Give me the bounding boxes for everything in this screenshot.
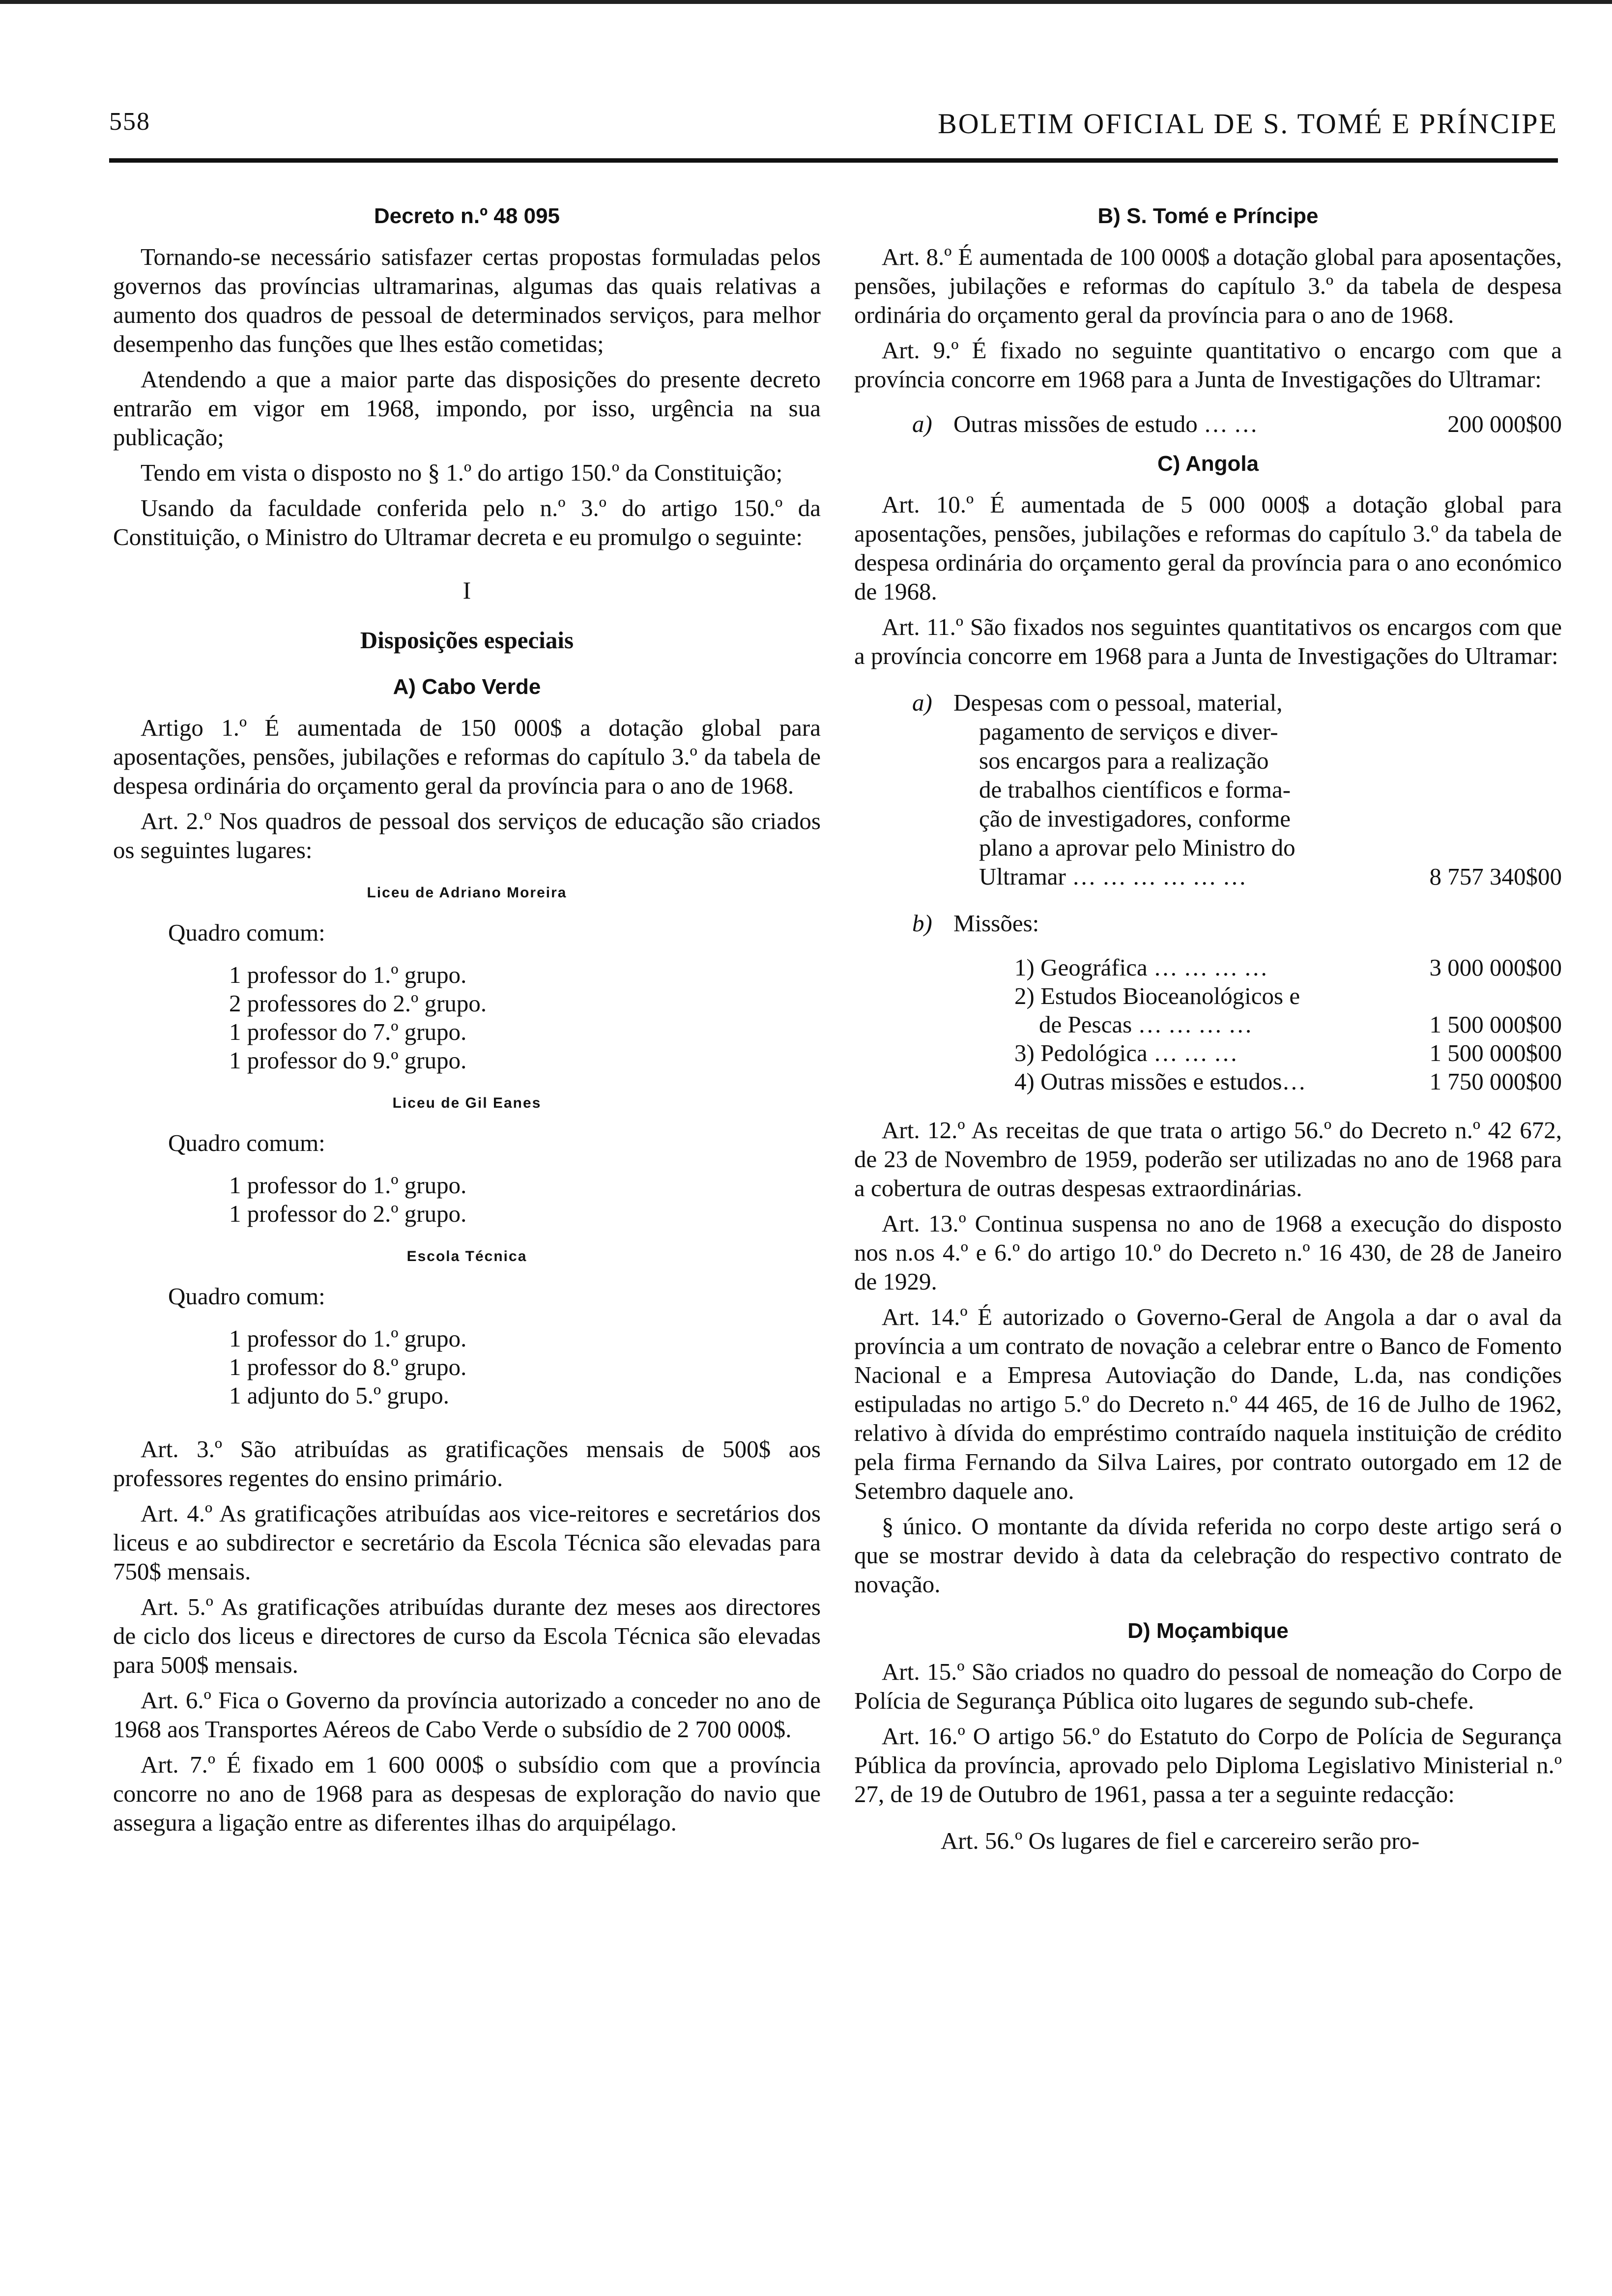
mission-label: 4) Outras missões e estudos…	[1014, 1068, 1306, 1095]
item-text-line: plano a aprovar pelo Ministro do	[979, 834, 1295, 861]
subsection-title: B) S. Tomé e Príncipe	[1097, 204, 1319, 228]
article-paragraph: Art. 16.º O artigo 56.º do Estatuto do Corpo de Polícia de Segurança Pública da província, aprovado pelo Diploma Legislativo Ministerial n.º 27, de 19 de Outubro de 1961, passa a ter a seguinte redacção:	[854, 1722, 1562, 1808]
item-amount: 8 757 340$00	[1429, 863, 1562, 890]
left-column	[113, 197, 821, 1843]
list-item: 2 professores do 2.º grupo.	[229, 990, 487, 1017]
mission-row	[1014, 1039, 1562, 1067]
mission-label: 1) Geográfica … … … …	[1014, 954, 1268, 981]
mission-row	[1014, 1067, 1562, 1096]
article-paragraph: Art. 13.º Continua suspensa no ano de 1968 a execução do disposto nos n.os 4.º e 6.º do artigo 10.º do Decreto n.º 16 430, de 28 de Janeiro de 1929.	[854, 1210, 1562, 1295]
mission-label: de Pescas … … … …	[1039, 1011, 1253, 1038]
item-text-line: Ultramar … … … … … …	[979, 863, 1247, 890]
item-text: Missões:	[953, 910, 1039, 937]
item-text: Outras missões de estudo … …	[953, 410, 1258, 437]
mission-row	[1014, 982, 1562, 1010]
list-item: 1 professor do 2.º grupo.	[229, 1200, 467, 1227]
preamble-paragraph: Usando da faculdade conferida pelo n.º 3.º do artigo 150.º da Constituição, o Ministro do Ultramar decreta e eu promulgo o seguinte:	[113, 494, 821, 550]
article-paragraph: Artigo 1.º É aumentada de 150 000$ a dotação global para aposentações, pensões, jubilações e reformas do capítulo 3.º da tabela de despesa ordinária do orçamento geral da província para o ano de 1968.	[113, 714, 821, 799]
article-paragraph: Art. 56.º Os lugares de fiel e carcereiro serão pro-	[941, 1827, 1420, 1854]
staff-list	[229, 961, 821, 1075]
preamble-paragraph: Atendendo a que a maior parte das disposições do presente decreto entrarão em vigor em 1968, impondo, por isso, urgência na sua publicação;	[113, 366, 821, 451]
mission-amount: 1 500 000$00	[1429, 1011, 1562, 1038]
part-numeral: I	[462, 576, 471, 604]
list-item: 1 professor do 1.º grupo.	[229, 1172, 467, 1199]
item-amount: 200 000$00	[1447, 410, 1562, 437]
quadro-label: Quadro comum:	[168, 1129, 325, 1156]
mission-label: 3) Pedológica … … …	[1014, 1039, 1238, 1066]
article-paragraph: Art. 6.º Fica o Governo da província autorizado a conceder no ano de 1968 aos Transportes Aéreos de Cabo Verde o subsídio de 2 700 000$.	[113, 1687, 821, 1743]
quadro-label: Quadro comum:	[168, 919, 325, 946]
article-paragraph: § único. O montante da dívida referida no corpo deste artigo será o que se mostrar devido à data da celebração do respectivo contrato de novação.	[854, 1513, 1562, 1598]
article-paragraph: Art. 7.º É fixado em 1 600 000$ o subsídio com que a província concorre no ano de 1968 para as despesas de exploração do navio que assegura a ligação entre as diferentes ilhas do arquipélago.	[113, 1751, 821, 1836]
article-paragraph: Art. 4.º As gratificações atribuídas aos vice-reitores e secretários dos liceus e ao subdirector e secretário da Escola Técnica são elevadas para 750$ mensais.	[113, 1500, 821, 1585]
mission-label: 2) Estudos Bioceanológicos e	[1014, 982, 1300, 1009]
list-item: 1 professor do 7.º grupo.	[229, 1018, 467, 1045]
missions-list	[1014, 953, 1562, 1096]
article-paragraph: Art. 2.º Nos quadros de pessoal dos serviços de educação são criados os seguintes lugares:	[113, 807, 821, 863]
budget-line	[912, 688, 1562, 891]
school-heading: Escola Técnica	[406, 1248, 527, 1264]
item-label: a)	[912, 689, 932, 716]
budget-line	[912, 409, 1562, 438]
item-text-line: sos encargos para a realização	[979, 747, 1269, 774]
article-paragraph: Art. 11.º São fixados nos seguintes quantitativos os encargos com que a província concorre em 1968 para a Junta de Investigações do Ultramar:	[854, 613, 1562, 669]
article-paragraph: Art. 5.º As gratificações atribuídas durante dez meses aos directores de ciclo dos liceus e directores de curso da Escola Técnica são elevadas para 500$ mensais.	[113, 1593, 821, 1678]
subsection-title: C) Angola	[1157, 452, 1259, 476]
list-item: 1 professor do 8.º grupo.	[229, 1353, 467, 1380]
decree-title: Decreto n.º 48 095	[374, 204, 560, 228]
top-border	[0, 0, 1612, 4]
mission-row	[1014, 1010, 1562, 1039]
item-label: b)	[912, 910, 932, 937]
staff-list	[229, 1324, 821, 1410]
missions-label	[912, 909, 1562, 938]
subsection-title: D) Moçambique	[1127, 1619, 1289, 1643]
header-rule	[109, 158, 1558, 163]
item-text-line: ção de investigadores, conforme	[979, 805, 1291, 832]
item-text-line: Despesas com o pessoal, material,	[953, 689, 1283, 716]
preamble-paragraph: Tornando-se necessário satisfazer certas propostas formuladas pelos governos das províncias ultramarinas, algumas das quais relativas a aumento dos quadros de pessoal de determinados serviços, para melhor desempenho das funções que lhes estão cometidas;	[113, 243, 821, 357]
mission-amount: 1 500 000$00	[1429, 1039, 1562, 1066]
list-item: 1 professor do 9.º grupo.	[229, 1047, 467, 1074]
quadro-label: Quadro comum:	[168, 1283, 325, 1310]
school-heading: Liceu de Adriano Moreira	[367, 885, 567, 901]
article-paragraph: Art. 14.º É autorizado o Governo-Geral de Angola a dar o aval da província a um contrato de novação a celebrar entre o Banco de Fomento Nacional e a Empresa Autoviação do Dande, L.da, nas condições estipuladas no artigo 5.º do Decreto n.º 44 465, de 16 de Julho de 1962, relativo à dívida do empréstimo contraído naquela instituição de crédito pela firma Fernando da Silva Laires, por contrato outorgado em 12 de Setembro daquele ano.	[854, 1303, 1562, 1504]
item-text-line: de trabalhos científicos e forma-	[979, 776, 1291, 803]
section-title: Disposições especiais	[360, 627, 574, 654]
list-item: 1 professor do 1.º grupo.	[229, 1325, 467, 1352]
article-paragraph: Art. 15.º São criados no quadro do pessoal de nomeação do Corpo de Polícia de Segurança Pública oito lugares de segundo sub-chefe.	[854, 1658, 1562, 1714]
list-item: 1 adjunto do 5.º grupo.	[229, 1382, 449, 1409]
mission-row	[1014, 953, 1562, 982]
article-paragraph: Art. 9.º É fixado no seguinte quantitativo o encargo com que a província concorre em 1968 para a Junta de Investigações do Ultramar:	[854, 337, 1562, 393]
article-paragraph: Art. 3.º São atribuídas as gratificações mensais de 500$ aos professores regentes do ensino primário.	[113, 1435, 821, 1492]
item-label: a)	[912, 410, 932, 437]
subsection-title: A) Cabo Verde	[393, 675, 541, 699]
article-paragraph: Art. 10.º É aumentada de 5 000 000$ a dotação global para aposentações, pensões, jubilações e reformas do capítulo 3.º da tabela de despesa ordinária do orçamento geral da província para o ano económico de 1968.	[854, 491, 1562, 605]
mission-amount: 1 750 000$00	[1429, 1068, 1562, 1095]
article-paragraph: Art. 8.º É aumentada de 100 000$ a dotação global para aposentações, pensões, jubilações e reformas do capítulo 3.º da tabela de despesa ordinária do orçamento geral da província para o ano de 1968.	[854, 243, 1562, 328]
mission-amount: 3 000 000$00	[1429, 954, 1562, 981]
running-head: BOLETIM OFICIAL DE S. TOMÉ E PRÍNCIPE	[938, 108, 1558, 140]
item-text-line: pagamento de serviços e diver-	[979, 718, 1278, 745]
list-item: 1 professor do 1.º grupo.	[229, 961, 467, 988]
staff-list	[229, 1171, 821, 1228]
school-heading: Liceu de Gil Eanes	[392, 1095, 542, 1111]
article-paragraph: Art. 12.º As receitas de que trata o artigo 56.º do Decreto n.º 42 672, de 23 de Novembro de 1959, poderão ser utilizadas no ano de 1968 para a cobertura de outras despesas extraordinárias.	[854, 1117, 1562, 1202]
preamble-paragraph: Tendo em vista o disposto no § 1.º do artigo 150.º da Constituição;	[141, 459, 783, 486]
page-number: 558	[109, 108, 150, 136]
right-column	[854, 197, 1562, 1862]
